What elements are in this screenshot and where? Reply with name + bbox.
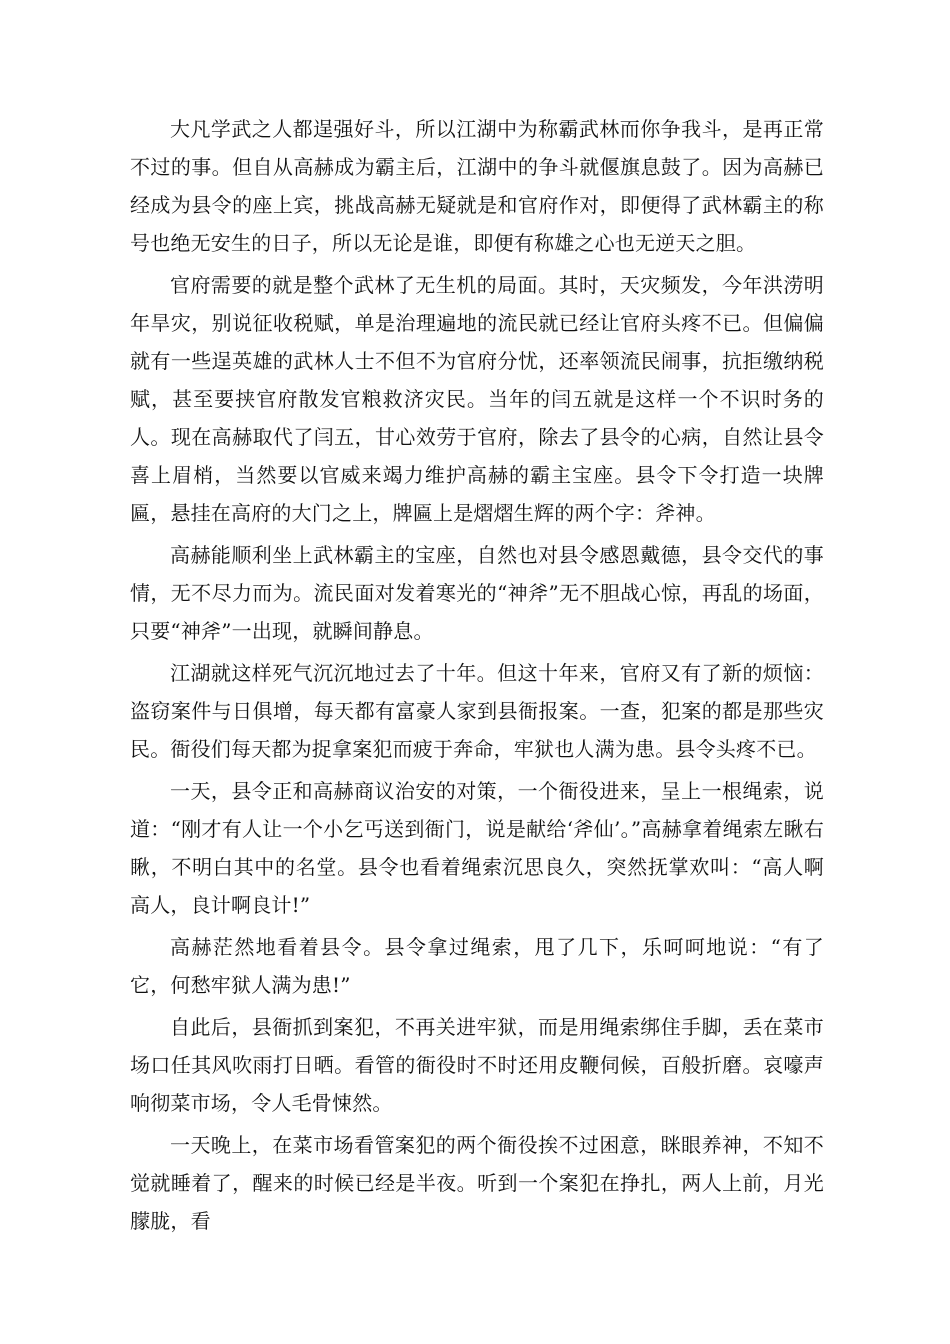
paragraph-1: 大凡学武之人都逞强好斗，所以江湖中为称霸武林而你争我斗，是再正常不过的事。但自从高赫成为霸主后，江湖中的争斗就偃旗息鼓了。因为高赫已经成为县令的座上宾，挑战高赫无疑就是和官府作对，即便得了武林霸主的称号也绝无安生的日子，所以无论是谁，即便有称雄之心也无逆天之胆。 [130, 117, 824, 255]
document-body [130, 110, 824, 1244]
paragraph-6: 高赫茫然地看着县令。县令拿过绳索，甩了几下，乐呵呵地说：“有了它，何愁牢狱人满为患!” [130, 935, 824, 997]
paragraph-8: 一天晚上，在菜市场看管案犯的两个衙役挨不过困意，眯眼养神，不知不觉就睡着了，醒来的时候已经是半夜。听到一个案犯在挣扎，两人上前，月光朦胧，看 [130, 1133, 824, 1233]
paragraph-4: 江湖就这样死气沉沉地过去了十年。但这十年来，官府又有了新的烦恼：盗窃案件与日俱增，每天都有富豪人家到县衙报案。一查，犯案的都是那些灾民。衙役们每天都为捉拿案犯而疲于奔命，牢狱也人满为患。县令头疼不已。 [130, 661, 824, 761]
paragraph-5: 一天，县令正和高赫商议治安的对策，一个衙役进来，呈上一根绳索，说道：“刚才有人让一个小乞丐送到衙门，说是献给‘斧仙’。”高赫拿着绳索左瞅右瞅，不明白其中的名堂。县令也看着绳索沉思良久，突然抚掌欢叫：“高人啊高人，良计啊良计!” [130, 779, 824, 917]
paragraph-2: 官府需要的就是整个武林了无生机的局面。其时，天灾频发，今年洪涝明年旱灾，别说征收税赋，单是治理遍地的流民就已经让官府头疼不已。但偏偏就有一些逞英雄的武林人士不但不为官府分忧，还率领流民闹事，抗拒缴纳税赋，甚至要挟官府散发官粮救济灾民。当年的闫五就是这样一个不识时务的人。现在高赫取代了闫五，甘心效劳于官府，除去了县令的心病，自然让县令喜上眉梢，当然要以官威来竭力维护高赫的霸主宝座。县令下令打造一块牌匾，悬挂在高府的大门之上，牌匾上是熠熠生辉的两个字：斧神。 [130, 273, 824, 525]
paragraph-3: 高赫能顺利坐上武林霸主的宝座，自然也对县令感恩戴德，县令交代的事情，无不尽力而为。流民面对发着寒光的“神斧”无不胆战心惊，再乱的场面，只要“神斧”一出现，就瞬间静息。 [130, 543, 824, 643]
paragraph-7: 自此后，县衙抓到案犯，不再关进牢狱，而是用绳索绑住手脚，丢在菜市场口任其风吹雨打日晒。看管的衙役时不时还用皮鞭伺候，百般折磨。哀嚎声响彻菜市场，令人毛骨悚然。 [130, 1015, 824, 1115]
